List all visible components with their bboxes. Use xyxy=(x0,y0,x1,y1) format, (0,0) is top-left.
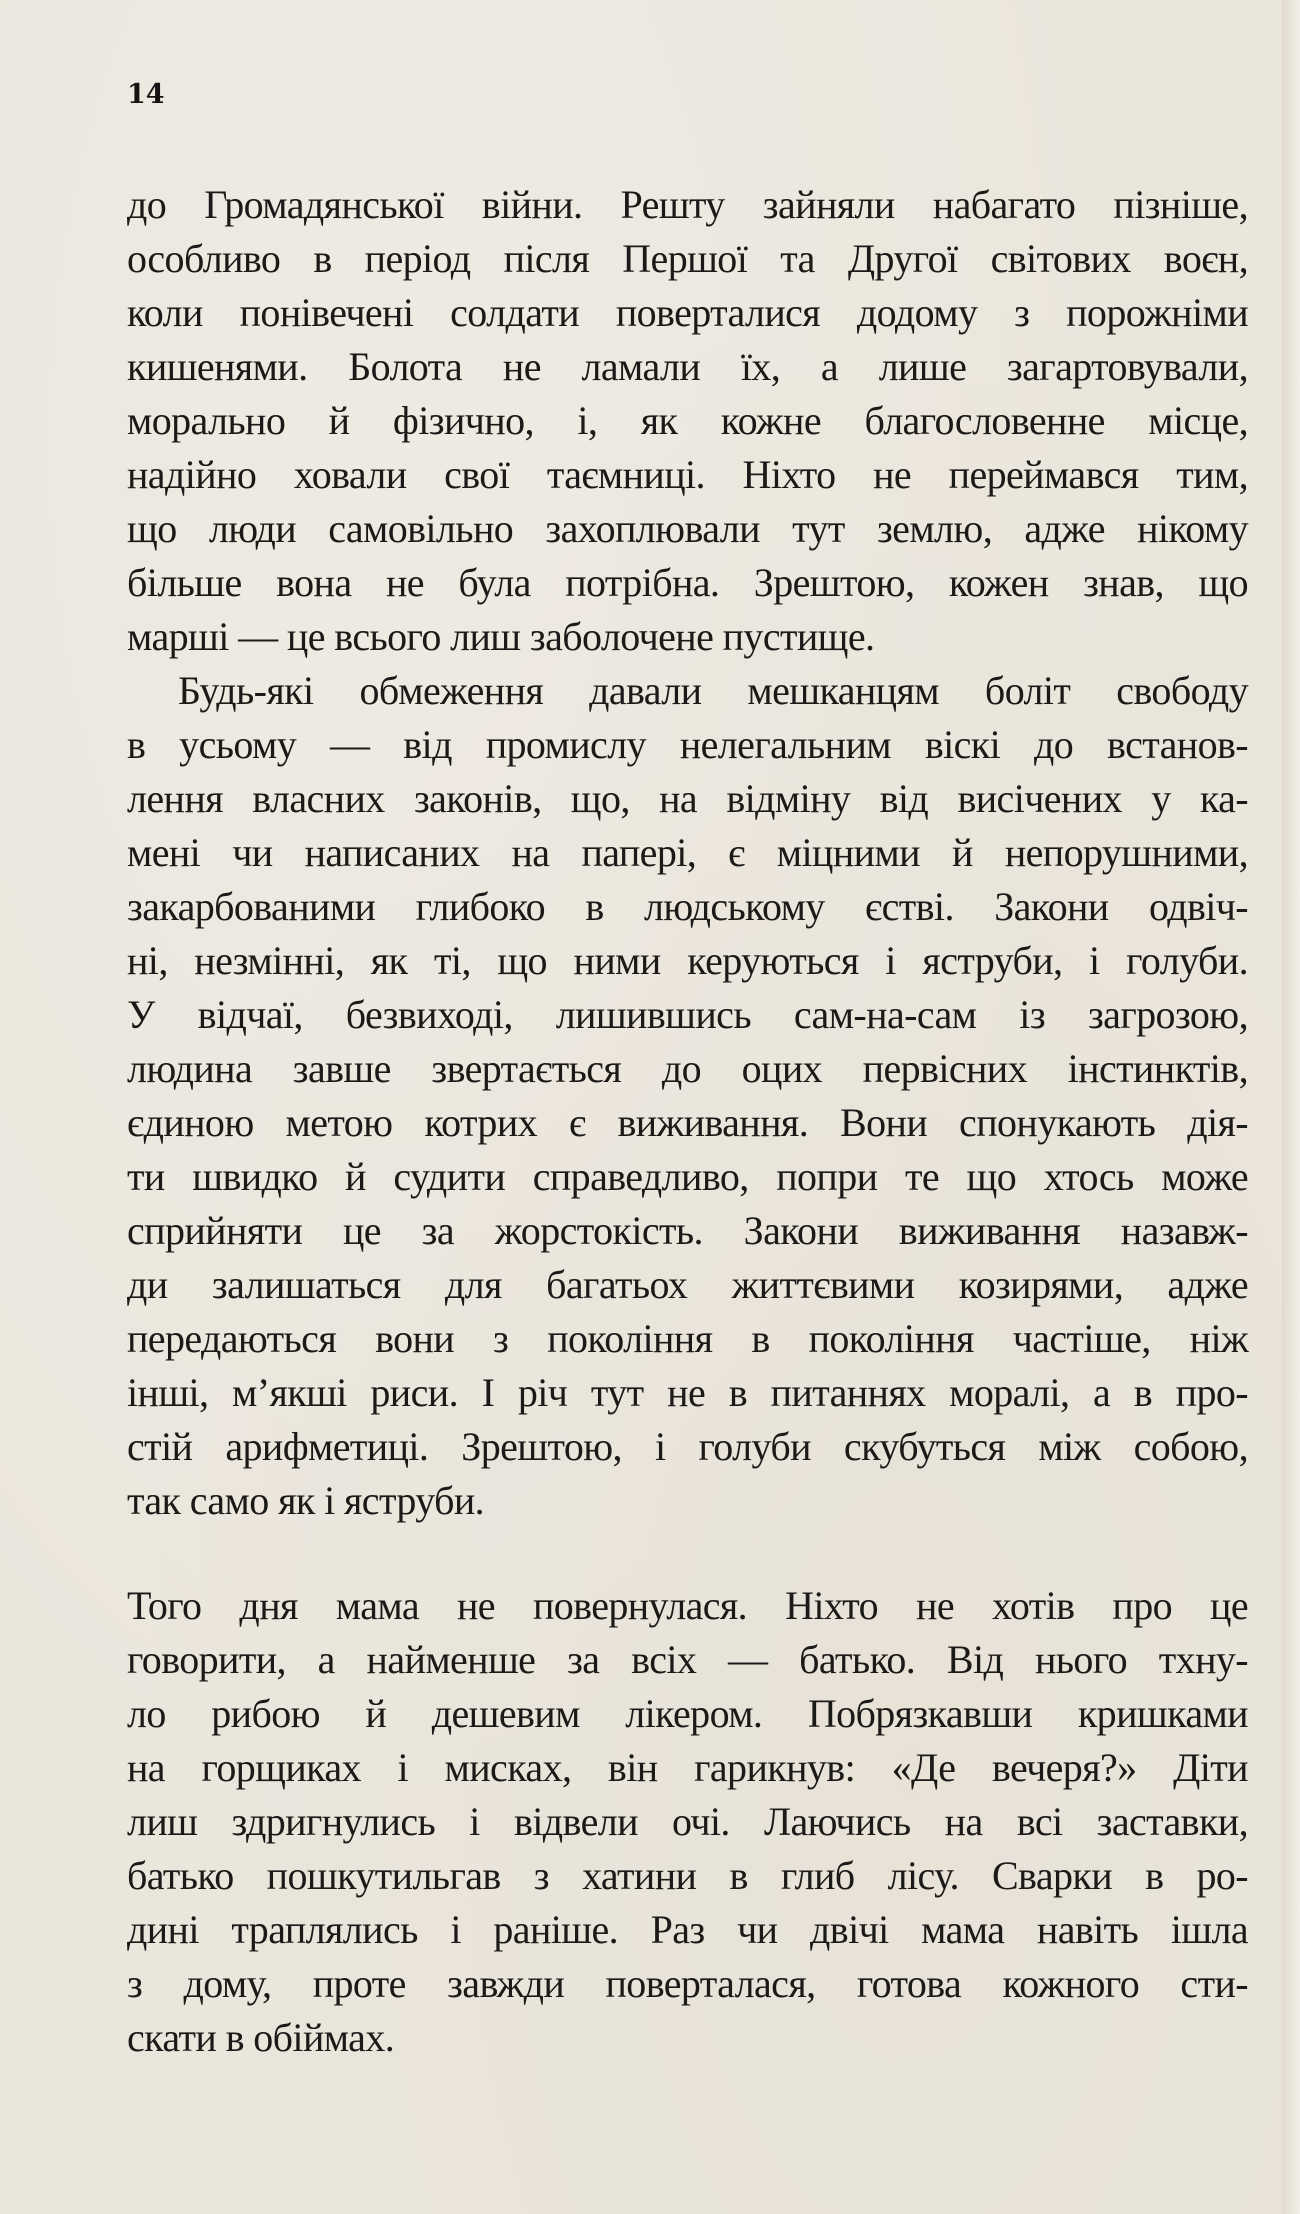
text-line: Будь-які обмеження давали мешканцям боліт свободу xyxy=(178,668,1248,713)
text-line: закарбованими глибоко в людському єстві. Закони одвіч- xyxy=(127,884,1248,929)
text-line: надійно ховали свої таємниці. Ніхто не переймався тим, xyxy=(127,452,1248,497)
page-edge-shadow xyxy=(1282,0,1300,2214)
text-line: ні, незмінні, як ті, що ними керуються і яструби, і голуби. xyxy=(127,938,1248,983)
text-line: лення власних законів, що, на відміну від висічених у ка- xyxy=(127,776,1248,821)
text-line: лиш здригнулись і відвели очі. Лаючись на всі заставки, xyxy=(127,1799,1248,1844)
text-line: особливо в період після Першої та Другої світових воєн, xyxy=(127,236,1248,281)
text-line: єдиною метою котрих є виживання. Вони спонукають дія- xyxy=(127,1100,1248,1145)
page-number: 14 xyxy=(127,79,165,110)
text-line: до Громадянської війни. Решту зайняли набагато пізніше, xyxy=(127,182,1248,227)
text-line: людина завше звертається до оцих первісних інстинктів, xyxy=(127,1046,1248,1091)
text-line: марші — це всього лиш заболочене пустище. xyxy=(127,614,875,659)
text-line: ди залишаться для багатьох життєвими козирями, адже xyxy=(127,1262,1248,1307)
text-line: кишенями. Болота не ламали їх, а лише загартовували, xyxy=(127,344,1248,389)
body-text xyxy=(127,178,1248,2065)
text-line: морально й фізично, і, як кожне благословенне місце, xyxy=(127,398,1248,443)
text-line: мені чи написаних на папері, є міцними й непорушними, xyxy=(127,830,1248,875)
section-break xyxy=(127,1528,1248,1579)
text-line: стій арифметиці. Зрештою, і голуби скубуться між собою, xyxy=(127,1424,1248,1469)
paragraph-1 xyxy=(127,178,1248,664)
text-line: батько пошкутильгав з хатини в глиб лісу. Сварки в ро- xyxy=(127,1853,1248,1898)
text-line: в усьому — від промислу нелегальним віскі до встанов- xyxy=(127,722,1248,767)
paragraph-2 xyxy=(127,664,1248,1528)
text-line: що люди самовільно захоплювали тут землю, адже нікому xyxy=(127,506,1248,551)
text-line: більше вона не була потрібна. Зрештою, кожен знав, що xyxy=(127,560,1248,605)
text-line: на горщиках і мисках, він гарикнув: «Де вечеря?» Діти xyxy=(127,1745,1248,1790)
text-line: передаються вони з покоління в покоління частіше, ніж xyxy=(127,1316,1248,1361)
text-line: Того дня мама не повернулася. Ніхто не хотів про це xyxy=(127,1583,1248,1628)
text-line: ти швидко й судити справедливо, попри те що хтось може xyxy=(127,1154,1248,1199)
text-line: коли понівечені солдати поверталися додому з порожніми xyxy=(127,290,1248,335)
text-line: дині траплялись і раніше. Раз чи двічі мама навіть ішла xyxy=(127,1907,1248,1952)
text-line: скати в обіймах. xyxy=(127,2015,395,2060)
text-line: з дому, проте завжди поверталася, готова кожного сти- xyxy=(127,1961,1248,2006)
text-line: так само як і яструби. xyxy=(127,1478,485,1523)
paragraph-3 xyxy=(127,1579,1248,2065)
text-line: говорити, а найменше за всіх — батько. Від нього тхну- xyxy=(127,1637,1248,1682)
text-line: ло рибою й дешевим лікером. Побрязкавши кришками xyxy=(127,1691,1248,1736)
text-line: У відчаї, безвиході, лишившись сам-на-сам із загрозою, xyxy=(127,992,1248,1037)
text-line: сприйняти це за жорстокість. Закони виживання назавж- xyxy=(127,1208,1248,1253)
text-line: інші, м’якші риси. І річ тут не в питаннях моралі, а в про- xyxy=(127,1370,1248,1415)
